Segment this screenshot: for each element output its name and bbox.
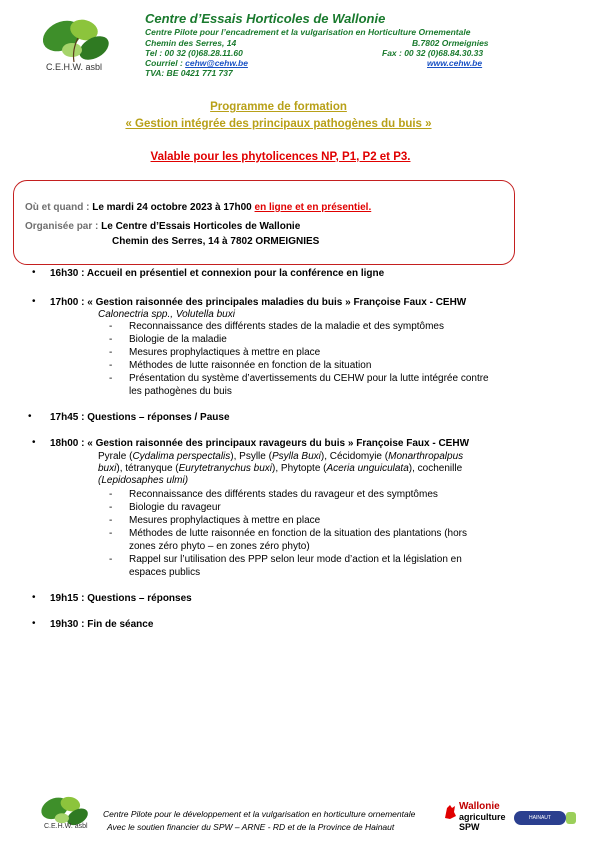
schedule-item-1930: 19h30 : Fin de séance xyxy=(50,619,154,630)
list-item: Biologie du ravageur xyxy=(129,502,221,513)
website-link[interactable]: www.cehw.be xyxy=(427,58,483,68)
pest-latin: Aceria unguiculata xyxy=(326,463,409,474)
dash-icon: - xyxy=(109,489,113,500)
when-mode: en ligne et en présentiel. xyxy=(254,202,372,213)
address-right: B.7802 Ormeignies xyxy=(412,38,489,48)
pest-text: Pyrale ( xyxy=(98,451,133,462)
list-item: Reconnaissance des différents stades de la maladie et des symptômes xyxy=(129,321,444,332)
dash-icon: - xyxy=(109,360,113,371)
footer-logo-caption: C.E.H.W. asbl xyxy=(44,823,88,830)
dash-icon: - xyxy=(109,347,113,358)
pest-text: ), Phytopte ( xyxy=(272,463,327,474)
pest-latin: buxi xyxy=(98,463,117,474)
email-link[interactable]: cehw@cehw.be xyxy=(185,58,248,68)
pest-latin: Monarthropalpus xyxy=(388,451,464,462)
dash-icon: - xyxy=(109,554,113,565)
pest-latin: Eurytetranychus buxi xyxy=(178,463,273,474)
vat-number: TVA: BE 0421 771 737 xyxy=(145,68,233,78)
wallonie-rooster-icon xyxy=(443,804,457,820)
dash-icon: - xyxy=(109,321,113,332)
bullet-icon: • xyxy=(32,296,36,307)
bullet-icon: • xyxy=(28,411,32,422)
dash-icon: - xyxy=(109,334,113,345)
spw-label: SPW xyxy=(459,822,480,832)
logo-caption: C.E.H.W. asbl xyxy=(46,62,103,72)
validity-note: Valable pour les phytolicences NP, P1, P2 et P3. xyxy=(150,151,411,163)
list-item: Reconnaissance des différents stades du ravageur et des symptômes xyxy=(129,489,438,500)
list-item-continued: zones zéro phyto – en zones zéro phyto) xyxy=(129,541,310,552)
org-title: Centre d’Essais Horticoles de Wallonie xyxy=(145,11,386,26)
schedule-item-1630: 16h30 : Accueil en présentiel et connexion pour la conférence en ligne xyxy=(50,268,385,279)
schedule-item-1800: 18h00 : « Gestion raisonnée des principaux ravageurs du buis » Françoise Faux - CEHW xyxy=(50,438,470,449)
list-item: Biologie de la maladie xyxy=(129,334,227,345)
bullet-icon: • xyxy=(32,618,36,629)
pest-latin: Cydalima perspectalis xyxy=(132,451,231,462)
when-row xyxy=(25,197,371,215)
bullet-icon: • xyxy=(32,592,36,603)
email-row xyxy=(145,58,248,68)
pest-text: ), Cécidomyie ( xyxy=(320,451,389,462)
dash-icon: - xyxy=(109,502,113,513)
pest-latin: Psylla Buxi xyxy=(271,451,321,462)
list-item: Mesures prophylactiques à mettre en place xyxy=(129,347,321,358)
schedule-item-1915: 19h15 : Questions – réponses xyxy=(50,593,192,604)
disease-species: Calonectria spp., Volutella buxi xyxy=(98,309,235,320)
program-subtitle: « Gestion intégrée des principaux pathogènes du buis » xyxy=(125,118,432,130)
organizer-row xyxy=(25,216,300,234)
list-item-continued: les pathogènes du buis xyxy=(129,386,232,397)
dash-icon: - xyxy=(109,373,113,384)
hainaut-leaf-icon xyxy=(566,812,576,824)
venue-address: Chemin des Serres, 14 à 7802 ORMEIGNIES xyxy=(112,236,320,247)
footer-line-2: Avec le soutien financier du SPW – ARNE - RD et de la Province de Hainaut xyxy=(107,822,395,832)
pests-line-3: (Lepidosaphes ulmi) xyxy=(98,475,189,486)
wallonie-label: Wallonie xyxy=(459,801,500,812)
bullet-icon: • xyxy=(32,437,36,448)
email-label: Courriel : xyxy=(145,58,186,68)
when-label: Où et quand : xyxy=(25,202,93,213)
dash-icon: - xyxy=(109,515,113,526)
list-item-continued: espaces publics xyxy=(129,567,201,578)
list-item: Méthodes de lutte raisonnée en fonction de la situation xyxy=(129,360,372,371)
address-left: Chemin des Serres, 14 xyxy=(145,38,237,48)
website-row xyxy=(427,58,482,68)
footer-line-1: Centre Pilote pour le développement et la vulgarisation en horticulture ornementale xyxy=(103,809,416,819)
pest-text: ), Psylle ( xyxy=(230,451,272,462)
list-item: Rappel sur l’utilisation des PPP selon leur mode d’action et la législation en xyxy=(129,554,462,565)
fax: Fax : 00 32 (0)68.84.30.33 xyxy=(382,48,484,58)
schedule-item-1745: 17h45 : Questions – réponses / Pause xyxy=(50,412,230,423)
schedule-item-1700: 17h00 : « Gestion raisonnée des principales maladies du buis » Françoise Faux - CEHW xyxy=(50,297,467,308)
pest-text: ), cochenille xyxy=(408,463,463,474)
org-subtitle: Centre Pilote pour l’encadrement et la vulgarisation en Horticulture Ornementale xyxy=(145,27,471,37)
pest-text: ), tétranyque ( xyxy=(116,463,179,474)
pests-line-2 xyxy=(98,463,462,474)
agriculture-label: agriculture xyxy=(459,812,506,822)
cehw-leaf-logo-footer xyxy=(34,790,94,838)
bullet-icon: • xyxy=(32,267,36,278)
pests-line-1 xyxy=(98,451,463,462)
organizer-label: Organisée par : xyxy=(25,221,102,232)
list-item: Méthodes de lutte raisonnée en fonction de la situation des plantations (hors xyxy=(129,528,467,539)
dash-icon: - xyxy=(109,528,113,539)
organizer-value: Le Centre d’Essais Horticoles de Wallonie xyxy=(101,221,301,232)
wallonie-agriculture-logo xyxy=(459,802,506,832)
hainaut-logo: HAINAUT xyxy=(514,811,566,825)
list-item: Mesures prophylactiques à mettre en place xyxy=(129,515,321,526)
phone: Tel : 00 32 (0)68.28.11.60 xyxy=(145,48,243,58)
when-value: Le mardi 24 octobre 2023 à 17h00 xyxy=(92,202,255,213)
program-title: Programme de formation xyxy=(210,101,347,113)
list-item: Présentation du système d’avertissements du CEHW pour la lutte intégrée contre xyxy=(129,373,489,384)
